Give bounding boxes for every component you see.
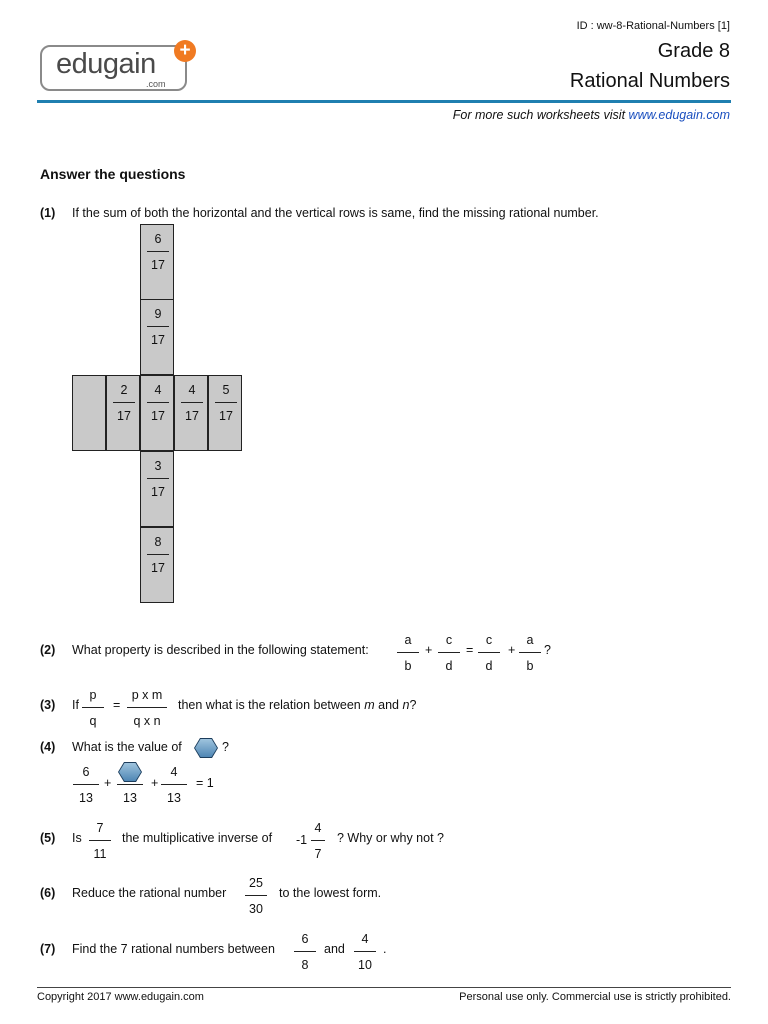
q3-number: (3) (40, 698, 56, 712)
numerator: 4 (361, 932, 369, 946)
q3-fraction-1 (73, 687, 113, 730)
denominator: 17 (151, 258, 165, 272)
numerator: c (485, 633, 493, 647)
q7-and: and (324, 942, 345, 956)
q4-fraction-1 (66, 764, 106, 807)
more-text: For more such worksheets visit (452, 108, 626, 122)
grid-cell-horizontal (174, 375, 208, 451)
q6-number: (6) (40, 886, 56, 900)
denominator: 17 (151, 485, 165, 499)
denominator: 17 (151, 561, 165, 575)
plus-sign: + (104, 776, 112, 790)
question-mark: ? (409, 698, 417, 712)
variable-n: n (402, 698, 410, 712)
grid-cell-horizontal (208, 375, 242, 451)
q1-text: If the sum of both the horizontal and the vertical rows is same, find the missing rational number. (72, 206, 599, 220)
denominator: q (89, 714, 97, 728)
denominator: 17 (151, 333, 165, 347)
variable-m: m (364, 698, 375, 712)
numerator: 3 (154, 459, 162, 473)
q4-result: = 1 (196, 776, 214, 790)
denominator: b (404, 659, 412, 673)
numerator: 4 (170, 765, 178, 779)
numerator: 9 (154, 307, 162, 321)
topic-title: Rational Numbers (569, 70, 730, 92)
q5-number: (5) (40, 831, 56, 845)
numerator: 4 (188, 383, 196, 397)
cell-fraction (138, 306, 178, 349)
numerator: 2 (120, 383, 128, 397)
denominator: 7 (314, 847, 322, 861)
denominator: 13 (167, 791, 181, 805)
q5-fraction-1 (80, 820, 120, 863)
q5-end: ? Why or why not ? (337, 831, 444, 845)
plus-sign: + (151, 776, 159, 790)
q2-fraction-2 (429, 632, 469, 675)
denominator: 8 (301, 958, 309, 972)
header-divider (37, 100, 731, 103)
numerator: 5 (222, 383, 230, 397)
numerator: c (445, 633, 453, 647)
plus-sign: + (425, 643, 433, 657)
grade-title: Grade 8 (657, 40, 730, 62)
q5-is: Is (72, 831, 82, 845)
denominator: 10 (358, 958, 372, 972)
q2-text: What property is described in the following statement: (72, 643, 369, 657)
numerator: a (404, 633, 412, 647)
numerator: 6 (154, 232, 162, 246)
numerator: 7 (96, 821, 104, 835)
section-title: Answer the questions (40, 166, 186, 182)
q5-fraction-2 (298, 820, 338, 863)
q2-fraction-3 (469, 632, 509, 675)
logo-domain: .com (146, 79, 166, 89)
q4-fraction-3 (154, 764, 194, 807)
numerator: 4 (314, 821, 322, 835)
q3-text-before: then what is the relation between (178, 698, 361, 712)
copyright: Copyright 2017 www.edugain.com (37, 991, 204, 1003)
denominator: q x n (133, 714, 161, 728)
question-mark: ? (544, 643, 551, 657)
numerator: 8 (154, 535, 162, 549)
denominator: 17 (151, 409, 165, 423)
q7-text: Find the 7 rational numbers between (72, 942, 275, 956)
numerator: 4 (154, 383, 162, 397)
grid-cell-horizontal (140, 375, 174, 451)
equals-sign: = (466, 643, 474, 657)
q3-if: If (72, 698, 79, 712)
q7-fraction-2 (345, 931, 385, 974)
numerator: a (526, 633, 534, 647)
q4-number: (4) (40, 740, 56, 754)
grid-cell-vertical (140, 299, 174, 375)
q6-end: to the lowest form. (279, 886, 382, 900)
denominator: 13 (79, 791, 93, 805)
equals-sign: = (113, 698, 121, 712)
cell-fraction (138, 231, 178, 274)
grid-cell-horizontal (106, 375, 140, 451)
grid-cell-vertical (140, 527, 174, 603)
plus-icon: + (174, 40, 196, 62)
worksheet-id: ID : ww-8-Rational-Numbers [1] (576, 20, 730, 32)
numerator: p x m (131, 688, 163, 702)
cell-fraction (138, 458, 178, 501)
q7-end: . (383, 942, 387, 956)
q7-number: (7) (40, 942, 56, 956)
q3-text (178, 698, 416, 712)
numerator: 6 (82, 765, 90, 779)
denominator: d (445, 659, 453, 673)
q3-and: and (378, 698, 400, 712)
denominator: 30 (249, 902, 263, 916)
q4-text: What is the value of (72, 740, 182, 754)
numerator: 6 (301, 932, 309, 946)
logo[interactable]: edugain (56, 48, 156, 80)
more-worksheets (453, 108, 730, 122)
cell-fraction (206, 382, 246, 425)
q2-number: (2) (40, 643, 56, 657)
denominator: d (485, 659, 493, 673)
q5-whole-part: -1 (296, 833, 308, 847)
denominator: 17 (185, 409, 199, 423)
plus-sign: + (508, 643, 516, 657)
edugain-link[interactable]: www.edugain.com (628, 108, 730, 122)
q6-fraction (236, 875, 276, 918)
numerator: 25 (249, 876, 263, 890)
usage-notice: Personal use only. Commercial use is strictly prohibited. (459, 991, 731, 1003)
q3-fraction-2 (122, 687, 172, 730)
denominator: b (526, 659, 534, 673)
denominator: 17 (117, 409, 131, 423)
q6-text: Reduce the rational number (72, 886, 227, 900)
missing-cell (72, 375, 106, 451)
grid-cell-vertical (140, 451, 174, 527)
denominator: 13 (123, 791, 137, 805)
q7-fraction-1 (285, 931, 325, 974)
q5-text: the multiplicative inverse of (122, 831, 273, 845)
numerator: p (89, 688, 97, 702)
denominator: 11 (93, 847, 107, 861)
q1-number: (1) (40, 206, 56, 220)
question-mark: ? (222, 740, 229, 754)
grid-cell-vertical (140, 224, 174, 300)
footer-divider (37, 987, 731, 988)
cell-fraction (138, 534, 178, 577)
q2-fraction-1 (388, 632, 428, 675)
denominator: 17 (219, 409, 233, 423)
